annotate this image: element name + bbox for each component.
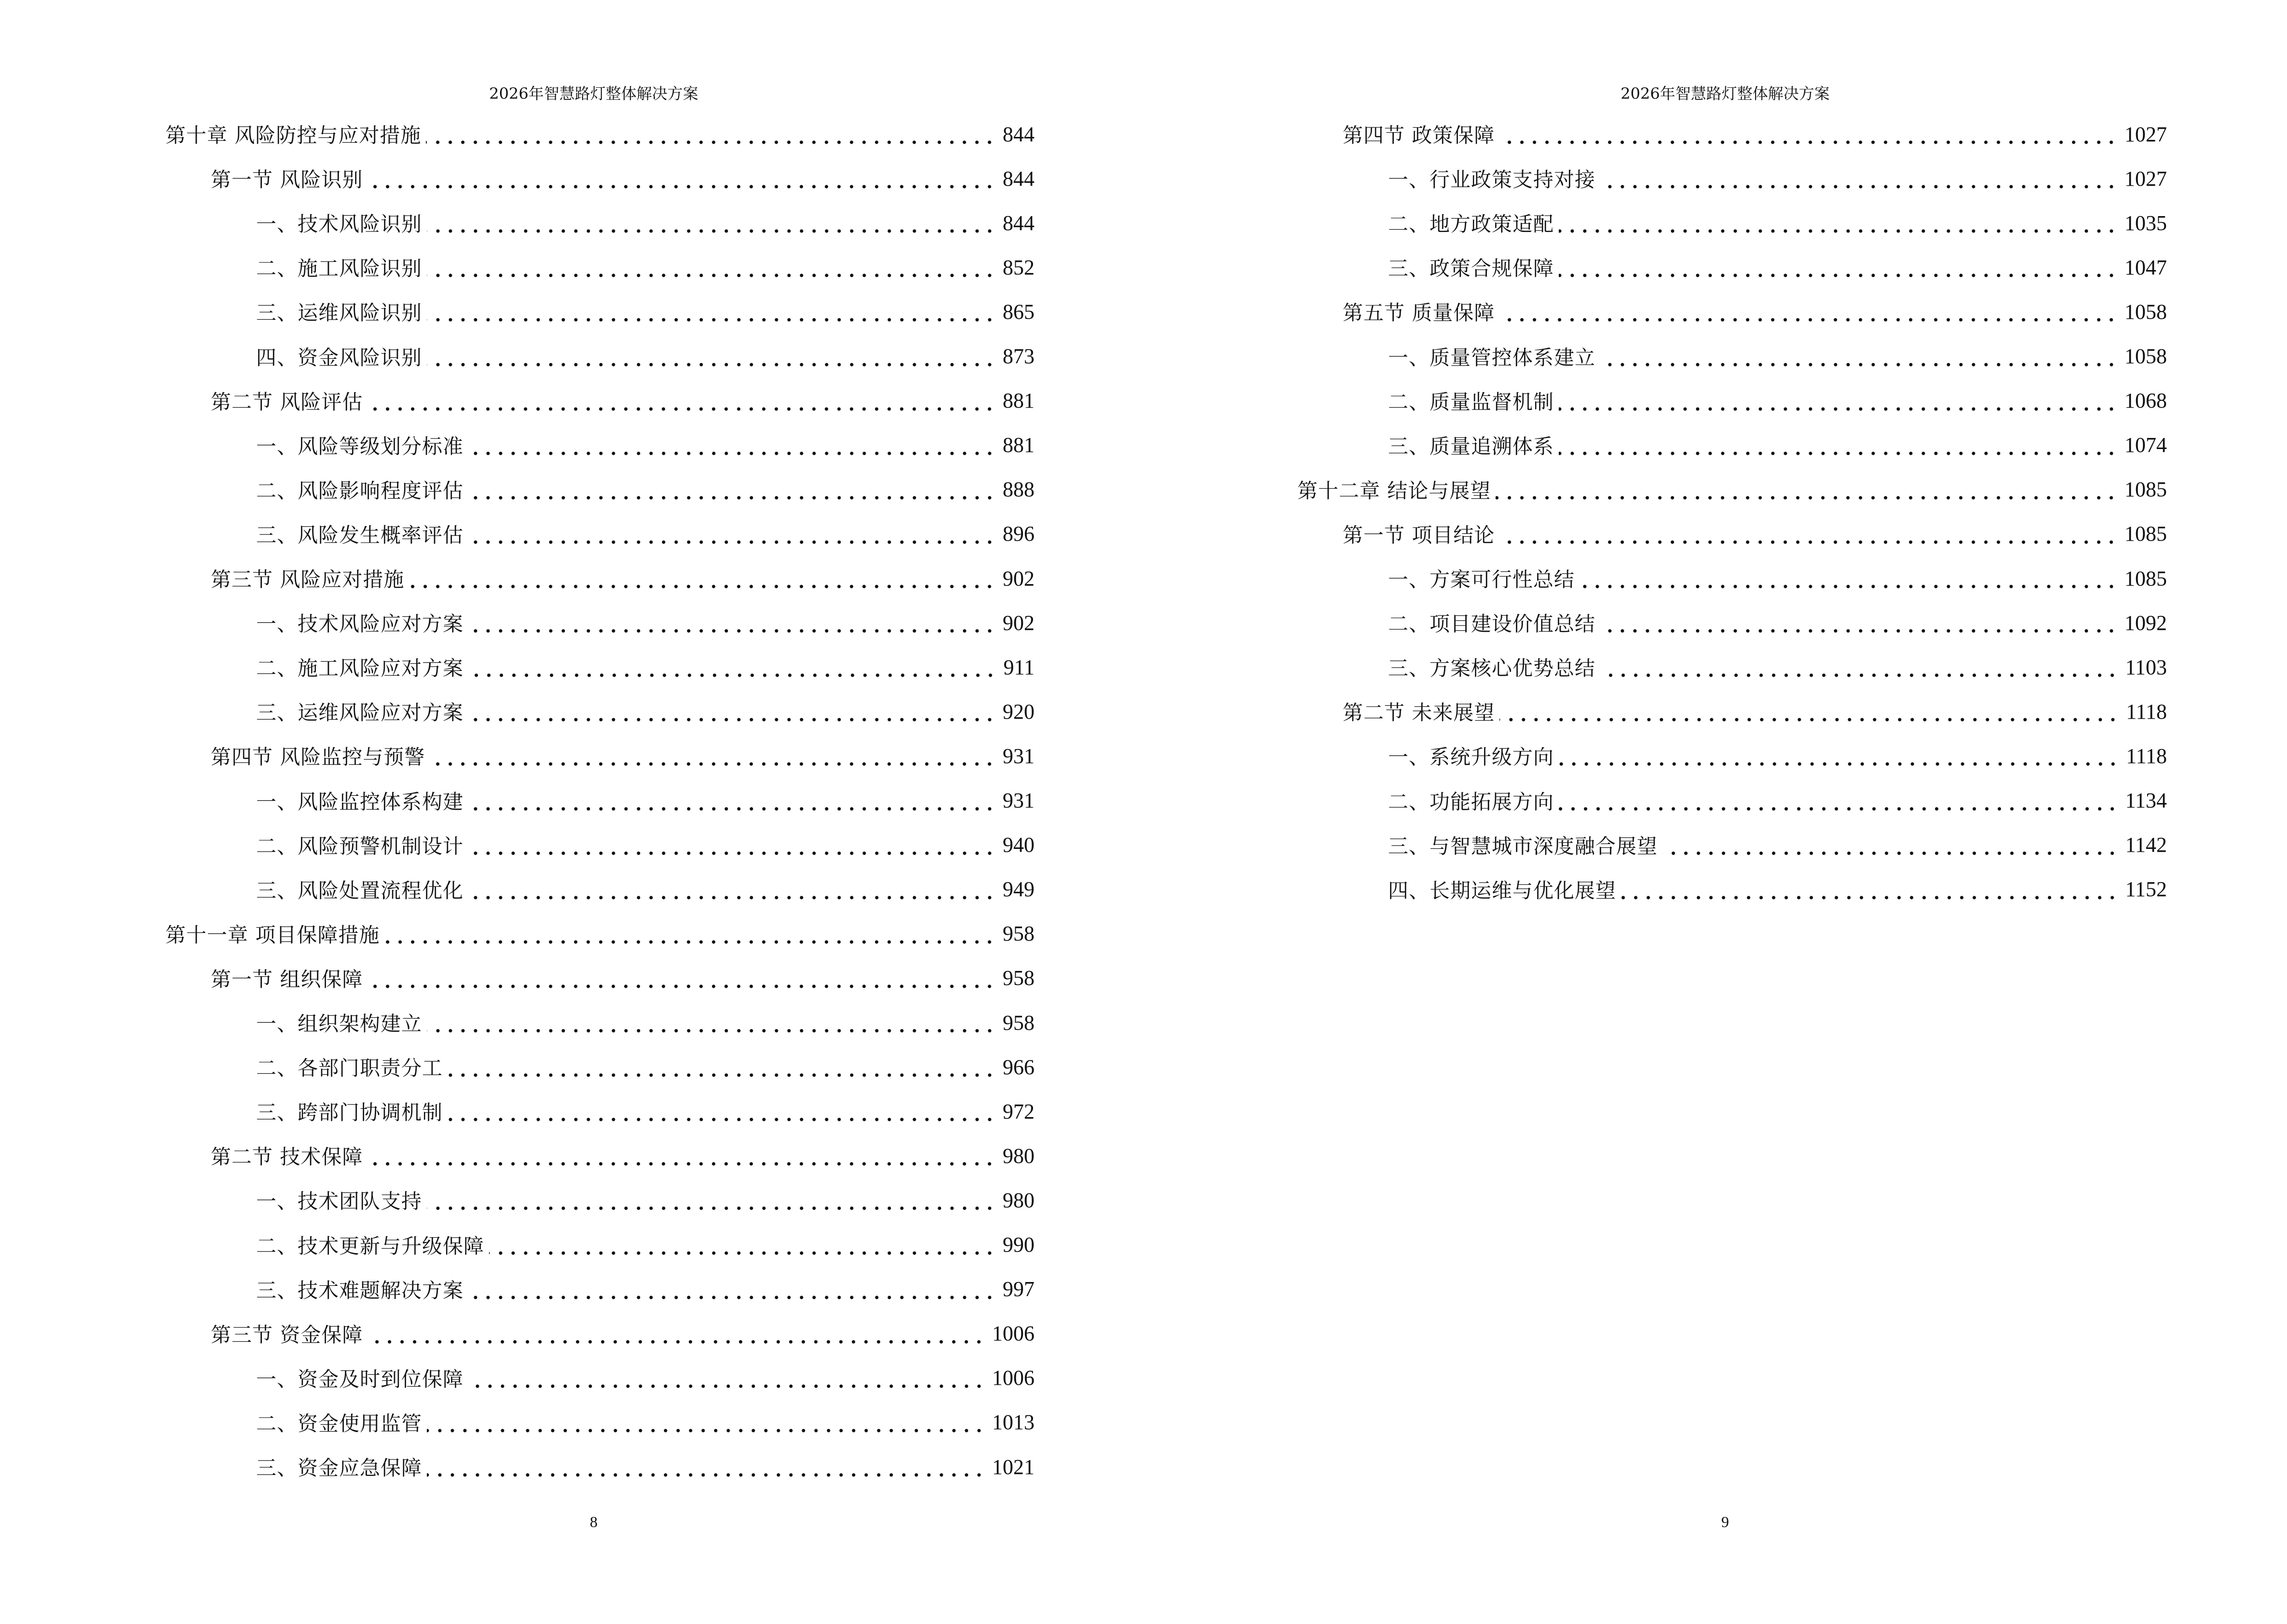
toc-entry-subsection[interactable] (1297, 564, 2167, 593)
toc-entry-page-number: 940 (1003, 833, 1035, 857)
dot-leader (368, 386, 996, 415)
toc-entry-subsection[interactable] (1297, 786, 2167, 815)
dot-leader (427, 1008, 996, 1037)
toc-entry-title: 一、组织架构建立 (256, 1012, 422, 1036)
toc-entry-page-number: 1118 (2126, 744, 2167, 768)
toc-entry-page-number: 958 (1003, 1010, 1035, 1035)
toc-entry-subsection[interactable] (165, 653, 1035, 682)
toc-entry-page-number: 1142 (2125, 833, 2167, 857)
toc-entry-title: 三、政策合规保障 (1388, 257, 1554, 281)
dot-leader (448, 1052, 996, 1081)
toc-entry-title: 一、资金及时到位保障 (256, 1367, 464, 1391)
toc-entry-title: 三、运维风险应对方案 (256, 701, 464, 725)
toc-entry-page-number: 911 (1003, 655, 1035, 679)
dot-leader (426, 120, 996, 149)
toc-entry-title: 三、风险发生概率评估 (256, 523, 464, 547)
toc-entry-subsection[interactable] (165, 786, 1035, 815)
toc-entry-title: 四、长期运维与优化展望 (1388, 878, 1617, 902)
toc-entry-title: 二、各部门职责分工 (256, 1056, 443, 1080)
toc-entry-section[interactable] (165, 1141, 1035, 1170)
toc-entry-title: 二、施工风险应对方案 (256, 656, 464, 681)
dot-leader (368, 964, 996, 993)
toc-entry-page-number: 958 (1003, 966, 1035, 990)
dot-leader (368, 1141, 996, 1170)
dot-leader (368, 1319, 985, 1348)
dot-leader (468, 653, 997, 682)
toc-entry-page-number: 1085 (2124, 566, 2167, 590)
dot-leader (1559, 208, 2118, 237)
toc-entry-title: 二、功能拓展方向 (1388, 790, 1554, 814)
dot-leader (468, 519, 996, 548)
toc-entry-page-number: 881 (1003, 433, 1035, 457)
toc-entry-section[interactable] (165, 964, 1035, 993)
dot-leader (1559, 741, 2119, 770)
toc-entry-subsection[interactable] (1297, 253, 2167, 282)
toc-entry-section[interactable] (1297, 297, 2167, 326)
dot-leader (1579, 564, 2118, 593)
toc-entry-page-number: 844 (1003, 211, 1035, 235)
dot-leader (448, 1097, 996, 1126)
toc-entry-title: 三、跨部门协调机制 (256, 1101, 443, 1125)
toc-entry-page-number: 881 (1003, 389, 1035, 413)
toc-entry-page-number: 902 (1003, 566, 1035, 590)
toc-entry-subsection[interactable] (165, 1364, 1035, 1392)
dot-leader (468, 608, 996, 637)
toc-entry-subsection[interactable] (165, 608, 1035, 637)
toc-entry-subsection[interactable] (1297, 608, 2167, 637)
toc-entry-title: 第三节 风险应对措施 (211, 568, 405, 591)
toc-entry-subsection[interactable] (165, 1097, 1035, 1126)
toc-entry-chapter[interactable] (165, 120, 1035, 149)
toc-entry-subsection[interactable] (165, 1008, 1035, 1037)
toc-entry-title: 二、质量监督机制 (1388, 390, 1554, 414)
toc-entry-title: 二、项目建设价值总结 (1388, 612, 1596, 636)
toc-entry-title: 三、运维风险识别 (256, 301, 422, 325)
toc-entry-page-number: 1006 (992, 1366, 1035, 1390)
dot-leader (1559, 431, 2118, 460)
dot-leader (468, 431, 996, 460)
toc-entry-section[interactable] (165, 741, 1035, 770)
dot-leader (427, 253, 996, 282)
toc-entry-title: 三、资金应急保障 (256, 1456, 422, 1480)
dot-leader (1600, 164, 2118, 193)
toc-entry-title: 二、资金使用监管 (256, 1411, 422, 1435)
toc-entry-subsection[interactable] (165, 1186, 1035, 1215)
toc-entry-page-number: 920 (1003, 699, 1035, 723)
toc-entry-subsection[interactable] (165, 431, 1035, 460)
toc-entry-section[interactable] (165, 386, 1035, 415)
toc-entry-page-number: 972 (1003, 1099, 1035, 1123)
toc-entry-page-number: 1021 (992, 1455, 1035, 1479)
dot-leader (468, 1275, 996, 1304)
toc-entry-subsection[interactable] (1297, 741, 2167, 770)
dot-leader (1499, 697, 2119, 726)
toc-entry-subsection[interactable] (165, 519, 1035, 548)
toc-entry-page-number: 896 (1003, 522, 1035, 546)
toc-entry-subsection[interactable] (165, 1275, 1035, 1304)
dot-leader (1499, 297, 2118, 326)
toc-entry-title: 第十二章 结论与展望 (1297, 478, 1491, 503)
toc-entry-page-number: 980 (1003, 1144, 1035, 1168)
toc-entry-title: 一、技术团队支持 (256, 1189, 422, 1214)
dot-leader (427, 1452, 985, 1481)
dot-leader (1600, 608, 2118, 637)
toc-entry-subsection[interactable] (1297, 875, 2167, 904)
dot-leader (468, 875, 996, 904)
toc-entry-chapter[interactable] (1297, 475, 2167, 504)
toc-entry-page-number: 931 (1003, 744, 1035, 768)
toc-entry-chapter[interactable] (165, 919, 1035, 948)
toc-entry-subsection[interactable] (1297, 831, 2167, 860)
toc-entry-section[interactable] (1297, 697, 2167, 726)
toc-entry-subsection[interactable] (165, 208, 1035, 237)
dot-leader (427, 342, 996, 371)
toc-entry-title: 一、系统升级方向 (1388, 745, 1554, 769)
toc-entry-page-number: 980 (1003, 1188, 1035, 1212)
toc-entry-title: 一、风险监控体系构建 (256, 790, 464, 814)
dot-leader (430, 741, 996, 770)
dot-leader (427, 297, 996, 326)
toc-entry-section[interactable] (1297, 120, 2167, 149)
toc-entry-page-number: 1118 (2126, 699, 2167, 723)
dot-leader (427, 208, 996, 237)
toc-entry-subsection[interactable] (165, 831, 1035, 860)
dot-leader (384, 919, 996, 948)
toc-entry-page-number: 1074 (2124, 433, 2167, 457)
running-header: 2026年智慧路灯整体解决方案 (1620, 84, 1830, 103)
toc-entry-subsection[interactable] (165, 253, 1035, 282)
toc-entry-subsection[interactable] (1297, 653, 2167, 682)
toc-entry-title: 三、与智慧城市深度融合展望 (1388, 834, 1658, 858)
dot-leader (1559, 253, 2118, 282)
toc-entry-subsection[interactable] (1297, 208, 2167, 237)
toc-entry-section[interactable] (165, 1319, 1035, 1348)
toc-entry-section[interactable] (1297, 519, 2167, 548)
toc-entry-title: 一、质量管控体系建立 (1388, 345, 1596, 369)
toc-entry-title: 第一节 风险识别 (211, 168, 363, 192)
toc-entry-page-number: 1085 (2124, 522, 2167, 546)
dot-leader (468, 475, 996, 504)
toc-entry-page-number: 1092 (2124, 611, 2167, 635)
toc-entry-section[interactable] (165, 564, 1035, 593)
toc-entry-title: 第十章 风险防控与应对措施 (165, 123, 422, 147)
toc-entry-page-number: 931 (1003, 789, 1035, 812)
toc-entry-title: 二、地方政策适配 (1388, 212, 1554, 236)
toc-entry-page-number: 1013 (992, 1410, 1035, 1434)
toc-entry-page-number: 865 (1003, 300, 1035, 324)
toc-entry-subsection[interactable] (165, 1452, 1035, 1481)
toc-entry-title: 二、风险影响程度评估 (256, 478, 464, 503)
dot-leader (1496, 475, 2118, 504)
toc-entry-title: 三、技术难题解决方案 (256, 1278, 464, 1302)
toc-entry-title: 第四节 风险监控与预警 (211, 745, 425, 769)
toc-entry-subsection[interactable] (165, 475, 1035, 504)
toc-entry-subsection[interactable] (165, 297, 1035, 326)
toc-entry-title: 第一节 项目结论 (1343, 523, 1495, 547)
toc-entry-page-number: 1134 (2125, 789, 2167, 812)
toc-entry-title: 三、风险处置流程优化 (256, 878, 464, 902)
toc-entry-page-number: 1085 (2124, 478, 2167, 502)
toc-entry-page-number: 902 (1003, 611, 1035, 635)
toc-entry-subsection[interactable] (1297, 431, 2167, 460)
toc-entry-title: 一、风险等级划分标准 (256, 434, 464, 458)
toc-page-right (1144, 0, 2287, 1624)
toc-entry-page-number: 1027 (2124, 166, 2167, 191)
toc-entry-page-number: 852 (1003, 255, 1035, 279)
toc-entry-subsection[interactable] (165, 1052, 1035, 1081)
toc-entry-subsection[interactable] (165, 1408, 1035, 1437)
toc-entry-page-number: 844 (1003, 166, 1035, 191)
toc-entry-subsection[interactable] (165, 1230, 1035, 1259)
dot-leader (427, 1186, 996, 1215)
toc-entry-page-number: 949 (1003, 877, 1035, 901)
toc-entry-title: 二、技术更新与升级保障 (256, 1234, 485, 1258)
page-number: 8 (590, 1513, 598, 1530)
dot-leader (1559, 386, 2118, 415)
toc-entry-page-number: 958 (1003, 922, 1035, 946)
dot-leader (368, 164, 996, 193)
dot-leader (1499, 120, 2118, 149)
toc-entry-title: 二、风险预警机制设计 (256, 834, 464, 858)
toc-entry-page-number: 1058 (2124, 300, 2167, 324)
dot-leader (409, 564, 996, 593)
toc-entry-title: 四、资金风险识别 (256, 345, 422, 369)
toc-entry-page-number: 1006 (992, 1322, 1035, 1346)
toc-entry-page-number: 844 (1003, 122, 1035, 146)
dot-leader (427, 1408, 985, 1437)
dot-leader (1559, 786, 2119, 815)
toc-entry-page-number: 1103 (2125, 655, 2167, 679)
dot-leader (1499, 519, 2118, 548)
toc-entry-subsection[interactable] (1297, 164, 2167, 193)
dot-leader (468, 786, 996, 815)
toc-entry-subsection[interactable] (1297, 386, 2167, 415)
toc-entry-title: 第一节 组织保障 (211, 967, 363, 991)
toc-entry-page-number: 966 (1003, 1055, 1035, 1079)
toc-entry-subsection[interactable] (165, 342, 1035, 371)
toc-entry-title: 第五节 质量保障 (1343, 301, 1495, 325)
dot-leader (1621, 875, 2119, 904)
toc-entry-page-number: 888 (1003, 478, 1035, 502)
toc-entry-title: 三、方案核心优势总结 (1388, 656, 1596, 681)
toc-entry-subsection[interactable] (165, 875, 1035, 904)
toc-entry-page-number: 1035 (2124, 211, 2167, 235)
toc-entry-subsection[interactable] (1297, 342, 2167, 371)
toc-entry-subsection[interactable] (165, 697, 1035, 726)
toc-entry-page-number: 1058 (2124, 344, 2167, 368)
toc-entry-title: 第十一章 项目保障措施 (165, 923, 380, 947)
toc-entry-page-number: 873 (1003, 344, 1035, 368)
toc-entry-page-number: 1047 (2124, 255, 2167, 279)
toc-entry-title: 一、技术风险识别 (256, 212, 422, 236)
dot-leader (489, 1230, 996, 1259)
toc-entry-title: 一、技术风险应对方案 (256, 612, 464, 636)
dot-leader (1600, 342, 2118, 371)
dot-leader (1662, 831, 2119, 860)
dot-leader (468, 1364, 985, 1392)
toc-entry-page-number: 997 (1003, 1277, 1035, 1301)
toc-entry-title: 一、行业政策支持对接 (1388, 168, 1596, 192)
toc-entry-title: 第四节 政策保障 (1343, 123, 1495, 147)
toc-entry-section[interactable] (165, 164, 1035, 193)
toc-entry-title: 第二节 技术保障 (211, 1145, 363, 1169)
dot-leader (468, 831, 996, 860)
toc-entry-page-number: 990 (1003, 1233, 1035, 1256)
toc-entry-title: 第二节 未来展望 (1343, 701, 1495, 725)
toc-entry-page-number: 1027 (2124, 122, 2167, 146)
toc-entry-title: 第三节 资金保障 (211, 1323, 363, 1347)
running-header: 2026年智慧路灯整体解决方案 (489, 84, 698, 103)
page-number: 9 (1721, 1513, 1729, 1530)
toc-entry-page-number: 1152 (2125, 877, 2167, 901)
toc-entry-title: 二、施工风险识别 (256, 257, 422, 281)
toc-entry-title: 第二节 风险评估 (211, 390, 363, 414)
toc-entry-title: 三、质量追溯体系 (1388, 434, 1554, 458)
dot-leader (468, 697, 996, 726)
toc-entry-page-number: 1068 (2124, 389, 2167, 413)
toc-entry-title: 一、方案可行性总结 (1388, 568, 1575, 591)
dot-leader (1600, 653, 2119, 682)
